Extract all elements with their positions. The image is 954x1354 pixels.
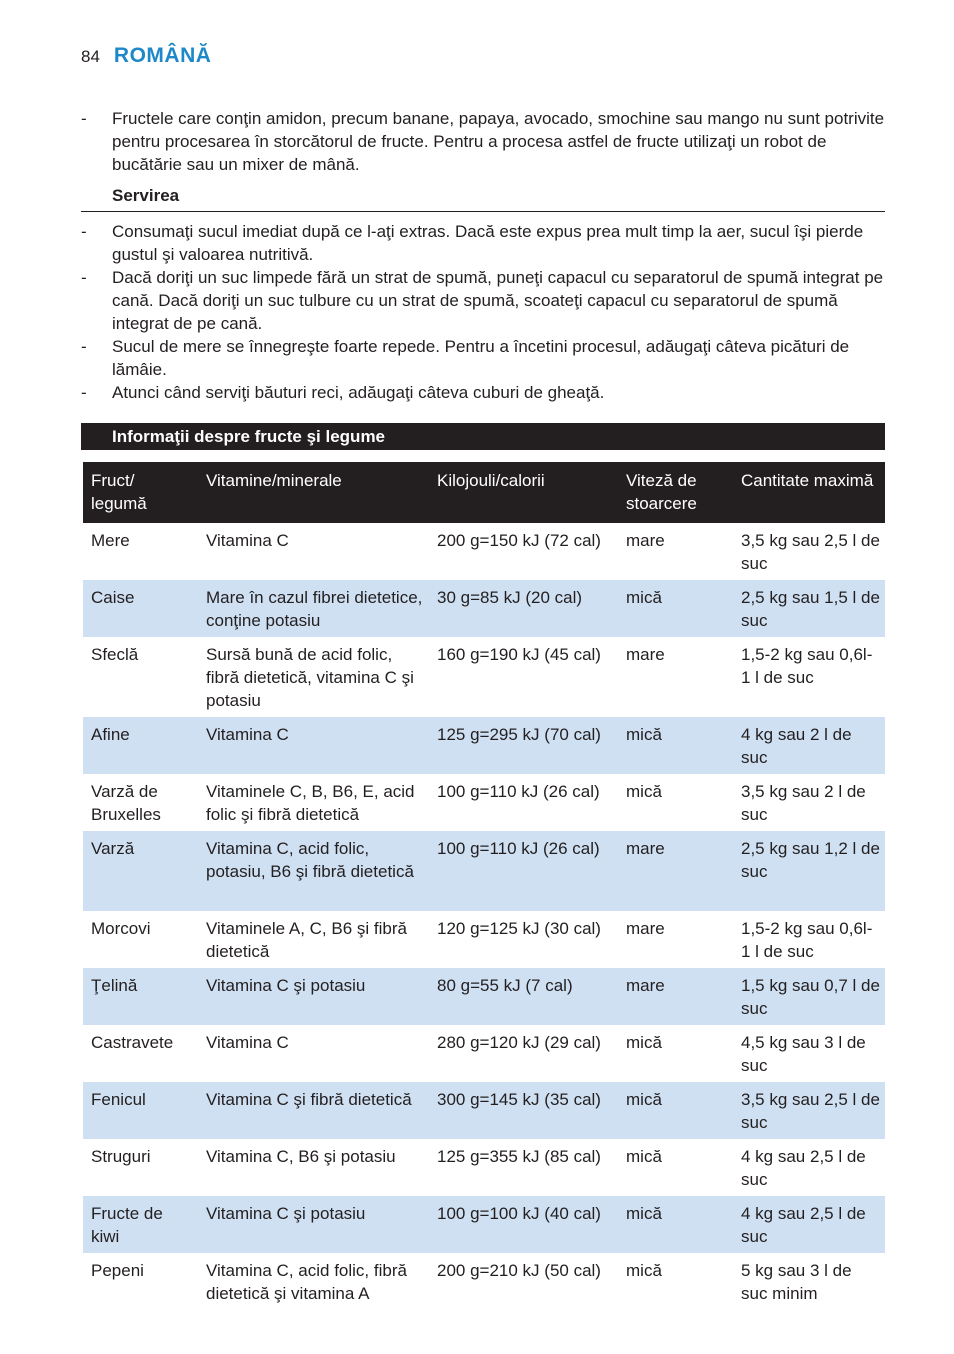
table-cell: 1,5-2 kg sau 0,6l-1 l de suc [741,919,873,961]
table-cell: 2,5 kg sau 1,5 l de suc [733,580,885,637]
table-cell: mare [626,531,665,550]
list-item: - Atunci când serviţi băuturi reci, adăugaţi câteva cuburi de gheaţă. [81,383,605,402]
table-cell: 3,5 kg sau 2 l de suc [741,782,866,824]
table-cell: Vitamina C, acid folic, potasiu, B6 şi fibră dietetică [198,831,429,911]
bullet-text: Atunci când serviţi băuturi reci, adăugaţi câteva cuburi de gheaţă. [112,383,605,402]
table-cell: 160 g=190 kJ (45 cal) [437,645,601,664]
table-cell: mică [626,1147,662,1166]
table-cell: Vitamina C [206,531,289,550]
table-cell: Caise [83,580,198,637]
table-cell: 3,5 kg sau 2,5 l de suc [741,531,880,573]
table-cell: Fructe de kiwi [83,1196,198,1253]
table-row [83,637,885,717]
table-row [83,523,885,580]
table-cell: Castravete [91,1033,174,1052]
table-cell: 4 kg sau 2,5 l de suc [741,1147,866,1189]
bullet-text: Dacă doriţi un suc limpede fără un strat de spumă, puneţi capacul cu separatorul de spumă integrat pe cană. Dacă doriţi un suc tulbure cu un strat de spumă, scoateţi capacul cu separatorul de spumă integrat de pe cană. [112,268,884,333]
table-row [83,774,885,831]
serving-list [81,220,885,404]
bullet-text: Fructele care conţin amidon, precum banane, papaya, avocado, smochine sau mango nu sunt potrivite pentru procesarea în storcătorul de fructe. Pentru a procesa astfel de fructe utilizaţi un robot de bucătărie sau un mixer de mână. [112,109,885,174]
table-cell: 125 g=295 kJ (70 cal) [429,717,618,774]
table-cell: mică [626,782,662,801]
table-row [83,1139,885,1196]
table-cell: Vitamina C [198,717,429,774]
section-divider [81,211,885,212]
table-row [83,1025,885,1082]
table-cell: Mere [91,531,130,550]
table-row [83,580,885,637]
table-cell: Morcovi [91,919,151,938]
table-cell: 1,5 kg sau 0,7 l de suc [733,968,885,1025]
table-row [83,911,885,968]
column-header: Vitamine/minerale [198,462,429,523]
list-item: - Dacă doriţi un suc limpede fără un strat de spumă, puneţi capacul cu separatorul de spumă integrat pe cană. Dacă doriţi un suc tulbure cu un strat de spumă, scoateţi capacul cu separatorul de spumă integrat de pe cană. [81,268,884,333]
table-cell: mare [618,831,733,911]
bullet-text: Consumaţi sucul imediat după ce l-aţi extras. Dacă este expus prea mult timp la aer, sucul îşi pierde gustul şi valoarea nutritivă. [112,222,864,264]
table-cell: mică [618,1082,733,1139]
list-item: - Fructele care conţin amidon, precum banane, papaya, avocado, smochine sau mango nu sunt potrivite pentru procesarea în storcătorul de fructe. Pentru a procesa astfel de fructe utilizaţi un robot de bucătărie sau un mixer de mână. [81,109,885,174]
table-cell: Vitamina C, acid folic, fibră dietetică şi vitamina A [206,1261,407,1303]
table-cell: mică [626,1261,662,1280]
table-cell: 4 kg sau 2 l de suc [733,717,885,774]
table-cell: 4 kg sau 2,5 l de suc [733,1196,885,1253]
table-row [83,968,885,1025]
table-cell: Vitamina C şi fibră dietetică [198,1082,429,1139]
table-cell: 125 g=355 kJ (85 cal) [437,1147,601,1166]
table-row [83,1253,885,1310]
table-cell: 30 g=85 kJ (20 cal) [429,580,618,637]
section-title-info: Informaţii despre fructe şi legume [81,423,885,450]
table-header-row [83,462,885,523]
table-cell: Sfeclă [91,645,139,664]
table-cell: Vitamina C şi potasiu [198,1196,429,1253]
table-cell: Mare în cazul fibrei dietetice, conţine potasiu [198,580,429,637]
table-cell: 2,5 kg sau 1,2 l de suc [733,831,885,911]
table-cell: 200 g=150 kJ (72 cal) [437,531,601,550]
column-header: Viteză de stoarcere [618,462,733,523]
fruit-info-table [83,462,885,1310]
table-cell: Vitamina C, B6 şi potasiu [206,1147,396,1166]
list-item: - Sucul de mere se înnegreşte foarte repede. Pentru a încetini procesul, adăugaţi câteva picături de lămâie. [81,337,850,379]
table-cell: Pepeni [91,1261,144,1280]
page-header [81,44,211,78]
table-cell: mică [618,1196,733,1253]
table-cell: mică [618,580,733,637]
table-row [83,717,885,774]
table-cell: 280 g=120 kJ (29 cal) [437,1033,601,1052]
table-cell: Sursă bună de acid folic, fibră dietetică, vitamina C şi potasiu [206,645,414,710]
table-cell: Varză de Bruxelles [91,782,161,824]
table-cell: 100 g=110 kJ (26 cal) [437,782,600,801]
column-header: Kilojouli/calorii [429,462,618,523]
table-cell: mică [618,717,733,774]
table-cell: 1,5-2 kg sau 0,6l-1 l de suc [741,645,873,687]
table-cell: mare [618,968,733,1025]
table-cell: Vitaminele A, C, B6 şi fibră dietetică [206,919,407,961]
table-cell: 300 g=145 kJ (35 cal) [429,1082,618,1139]
page-number: 84 [81,47,100,66]
table-cell: Varză [83,831,198,911]
table-row [83,1196,885,1253]
list-item: - Consumaţi sucul imediat după ce l-aţi extras. Dacă este expus prea mult timp la aer, sucul îşi pierde gustul şi valoarea nutritivă. [81,222,864,264]
table-cell: 120 g=125 kJ (30 cal) [437,919,601,938]
table-cell: 5 kg sau 3 l de suc minim [741,1261,852,1303]
table-cell: Ţelină [83,968,198,1025]
section-title-serving: Servirea [112,186,180,205]
table-cell: Vitamina C şi potasiu [198,968,429,1025]
table-cell: Vitaminele C, B, B6, E, acid folic şi fibră dietetică [206,782,415,824]
column-header: Fruct/ legumă [83,462,198,523]
intro-list [81,107,885,176]
table-row [83,831,885,911]
table-body [83,523,885,1310]
table-cell: Struguri [91,1147,151,1166]
table-cell: mare [626,645,665,664]
table-cell: Afine [83,717,198,774]
table-cell: 3,5 kg sau 2,5 l de suc [733,1082,885,1139]
table-cell: 100 g=110 kJ (26 cal) [429,831,618,911]
table-cell: 80 g=55 kJ (7 cal) [429,968,618,1025]
table-cell: 4,5 kg sau 3 l de suc [741,1033,866,1075]
table-cell: 100 g=100 kJ (40 cal) [429,1196,618,1253]
table-cell: Vitamina C [206,1033,289,1052]
bullet-text: Sucul de mere se înnegreşte foarte repede. Pentru a încetini procesul, adăugaţi câteva picături de lămâie. [112,337,850,379]
language-title: ROMÂNĂ [113,44,212,67]
table-cell: 200 g=210 kJ (50 cal) [437,1261,601,1280]
table-cell: Fenicul [83,1082,198,1139]
table-cell: mare [626,919,665,938]
table-row [83,1082,885,1139]
table-cell: mică [626,1033,662,1052]
column-header: Cantitate maximă [733,462,885,523]
